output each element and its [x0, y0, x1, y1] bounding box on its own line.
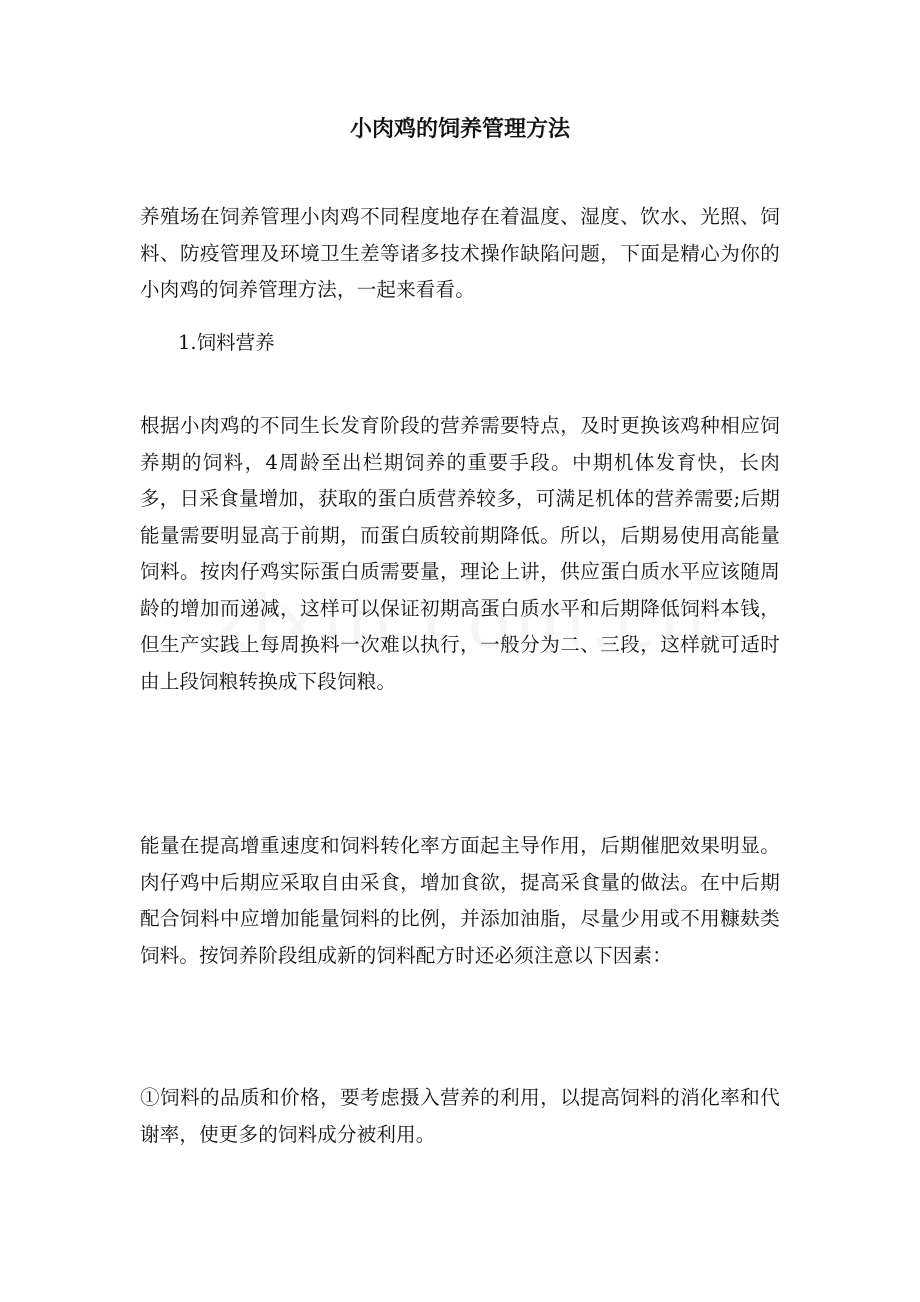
intro-paragraph: 养殖场在饲养管理小肉鸡不同程度地存在着温度、湿度、饮水、光照、饲料、防疫管理及环境卫生差等诸多技术操作缺陷问题，下面是精心为你的小肉鸡的饲养管理方法，一起来看看。 — [140, 205, 780, 301]
paragraph-feed-quality: ①饲料的品质和价格，要考虑摄入营养的利用，以提高饲料的消化率和代谢率，使更多的饲料成分被利用。 — [140, 1086, 780, 1146]
paragraph-nutrition-stages: 根据小肉鸡的不同生长发育阶段的营养需要特点，及时更换该鸡种相应饲养期的饲料，4周龄至出栏期饲养的重要手段。中期机体发育快，长肉多，日采食量增加，获取的蛋白质营养较多，可满足机体的营养需要;后期能量需要明显高于前期，而蛋白质较前期降低。所以，后期易使用高能量饲料。按肉仔鸡实际蛋白质需要量，理论上讲，供应蛋白质水平应该随周龄的增加而递减，这样可以保证初期高蛋白质水平和后期降低饲料本钱，但生产实践上每周换料一次难以执行，一般分为二、三段，这样就可适时由上段饲粮转换成下段饲粮。 — [140, 414, 780, 693]
document-title: 小肉鸡的饲养管理方法 — [349, 116, 570, 142]
paragraph-energy: 能量在提高增重速度和饲料转化率方面起主导作用，后期催肥效果明显。肉仔鸡中后期应采取自由采食，增加食欲，提高采食量的做法。在中后期配合饲料中应增加能量饲料的比例，并添加油脂，尽量少用或不用糠麸类饲料。按饲养阶段组成新的饲料配方时还必须注意以下因素： — [140, 834, 780, 967]
section-heading-feed-nutrition: 1.饲料营养 — [178, 331, 275, 354]
